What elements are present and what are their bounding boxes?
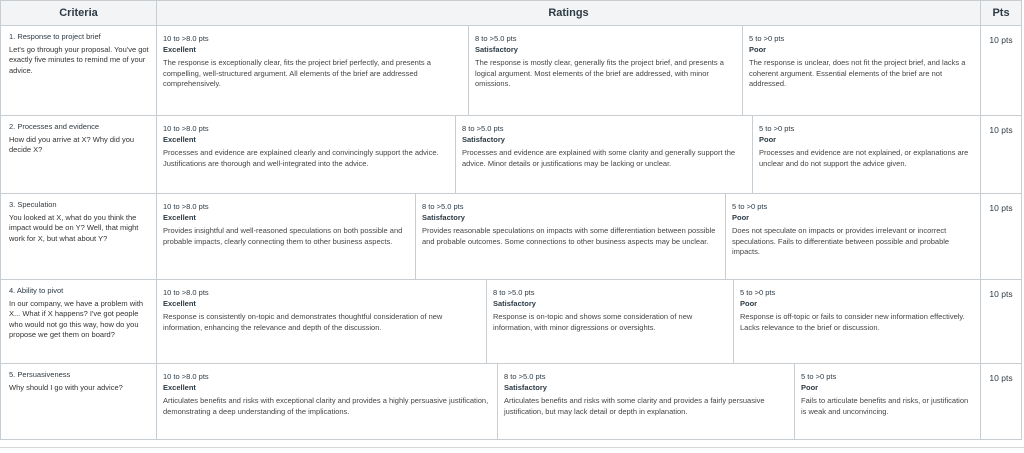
rating-points: 8 to >5.0 pts xyxy=(493,288,535,297)
criterion-description: Let's go through your proposal. You've got exactly five minutes to remind me of your advice. xyxy=(9,44,149,75)
points-cell: 10 pts xyxy=(980,26,1022,116)
criterion-row xyxy=(0,194,1022,280)
rating-points: 5 to >0 pts xyxy=(749,34,785,43)
rating-poor[interactable] xyxy=(794,364,981,440)
rating-description: Provides insightful and well-reasoned speculations on both possible and probable impacts, clearly connecting them to other business aspects. xyxy=(163,226,403,246)
rating-points: 10 to >8.0 pts xyxy=(163,124,209,133)
rating-description: Articulates benefits and risks with exceptional clarity and provides a highly persuasive justification, demonstrating a deep understanding of the implications. xyxy=(163,396,489,416)
criterion-cell xyxy=(0,364,157,440)
rating-points: 5 to >0 pts xyxy=(801,372,837,381)
criterion-description: You looked at X, what do you think the impact would be on Y? Well, that might work for X, but what about Y? xyxy=(9,212,139,243)
rating-level: Poor xyxy=(801,382,819,392)
header-ratings: Ratings xyxy=(156,0,981,26)
rating-points: 5 to >0 pts xyxy=(740,288,776,297)
rating-points: 5 to >0 pts xyxy=(759,124,795,133)
rating-level: Satisfactory xyxy=(493,298,536,308)
criterion-row xyxy=(0,364,1022,440)
header-pts: Pts xyxy=(980,0,1022,26)
rating-poor[interactable] xyxy=(733,280,981,364)
header-criteria: Criteria xyxy=(0,0,157,26)
rating-excellent[interactable] xyxy=(156,364,498,440)
rating-points: 8 to >5.0 pts xyxy=(462,124,504,133)
points-cell: 10 pts xyxy=(980,194,1022,280)
divider xyxy=(0,447,1024,448)
rating-level: Poor xyxy=(749,44,767,54)
rating-description: The response is mostly clear, generally fits the project brief, and presents a logical argument. Most elements of the brief are addressed, with minor omissions. xyxy=(475,58,724,88)
criterion-cell xyxy=(0,116,157,194)
rating-level: Poor xyxy=(740,298,758,308)
rating-points: 8 to >5.0 pts xyxy=(422,202,464,211)
rating-level: Excellent xyxy=(163,44,196,54)
criterion-description: Why should I go with your advice? xyxy=(9,382,123,392)
criterion-cell xyxy=(0,26,157,116)
rating-poor[interactable] xyxy=(742,26,981,116)
rating-level: Satisfactory xyxy=(475,44,518,54)
rating-description: Response is off-topic or fails to consider new information effectively. Lacks relevance to the brief or discussion. xyxy=(740,312,965,332)
criterion-title: 5. Persuasiveness xyxy=(9,370,71,379)
rating-description: Processes and evidence are explained clearly and convincingly support the advice. Justifications are thorough and well-integrated into the advice. xyxy=(163,148,439,168)
rating-level: Excellent xyxy=(163,134,196,144)
rating-description: The response is exceptionally clear, fits the project brief perfectly, and presents a compelling, well-structured argument. All elements of the brief are addressed comprehensively. xyxy=(163,58,431,88)
rating-satisfactory[interactable] xyxy=(468,26,743,116)
criterion-title: 3. Speculation xyxy=(9,200,57,209)
criterion-description: How did you arrive at X? Why did you decide X? xyxy=(9,134,135,154)
rating-level: Poor xyxy=(732,212,750,222)
points-cell: 10 pts xyxy=(980,116,1022,194)
rating-points: 10 to >8.0 pts xyxy=(163,202,209,211)
rating-excellent[interactable] xyxy=(156,280,487,364)
criterion-title: 2. Processes and evidence xyxy=(9,122,100,131)
rating-points: 10 to >8.0 pts xyxy=(163,288,209,297)
rating-points: 10 to >8.0 pts xyxy=(163,34,209,43)
rating-description: Processes and evidence are explained with some clarity and generally support the advice. Minor details or justifications may be lacking or unclear. xyxy=(462,148,736,168)
rating-points: 8 to >5.0 pts xyxy=(504,372,546,381)
rating-level: Excellent xyxy=(163,382,196,392)
criterion-cell xyxy=(0,194,157,280)
rating-satisfactory[interactable] xyxy=(497,364,795,440)
criterion-row xyxy=(0,116,1022,194)
rating-level: Satisfactory xyxy=(422,212,465,222)
rating-satisfactory[interactable] xyxy=(415,194,726,280)
rating-description: Articulates benefits and risks with some clarity and provides a fairly persuasive justification, but may lack detail or depth in explanation. xyxy=(504,396,765,416)
criterion-cell xyxy=(0,280,157,364)
rating-poor[interactable] xyxy=(725,194,981,280)
rating-satisfactory[interactable] xyxy=(455,116,753,194)
points-cell: 10 pts xyxy=(980,364,1022,440)
criterion-row xyxy=(0,280,1022,364)
criterion-row xyxy=(0,26,1022,116)
rating-level: Satisfactory xyxy=(504,382,547,392)
rating-points: 5 to >0 pts xyxy=(732,202,768,211)
rating-description: Does not speculate on impacts or provides irrelevant or incorrect speculations. Fails to differentiate between possible and probable impacts. xyxy=(732,226,950,256)
rating-excellent[interactable] xyxy=(156,194,416,280)
rating-description: Response is on-topic and shows some consideration of new information, with minor digressions or oversights. xyxy=(493,312,693,332)
rating-level: Excellent xyxy=(163,212,196,222)
rating-description: The response is unclear, does not fit the project brief, and lacks a coherent argument. Essential elements of the brief are not addressed. xyxy=(749,58,966,88)
criterion-title: 4. Ability to pivot xyxy=(9,286,64,295)
criterion-title: 1. Response to project brief xyxy=(9,32,101,41)
rating-level: Poor xyxy=(759,134,777,144)
criterion-description: In our company, we have a problem with X... What if X happens? I've got people who would not go this way, how do you propose we get them on board? xyxy=(9,298,144,339)
rating-description: Processes and evidence are not explained, or explanations are unclear and do not support the advice given. xyxy=(759,148,969,168)
rating-description: Fails to articulate benefits and risks, or justification is weak and unconvincing. xyxy=(801,396,969,416)
points-cell: 10 pts xyxy=(980,280,1022,364)
rating-level: Satisfactory xyxy=(462,134,505,144)
rating-excellent[interactable] xyxy=(156,116,456,194)
rating-description: Response is consistently on-topic and demonstrates thoughtful consideration of new information, enhancing the relevance and depth of the discussion. xyxy=(163,312,443,332)
rating-points: 10 to >8.0 pts xyxy=(163,372,209,381)
rating-level: Excellent xyxy=(163,298,196,308)
rating-excellent[interactable] xyxy=(156,26,469,116)
rating-poor[interactable] xyxy=(752,116,981,194)
rating-description: Provides reasonable speculations on impacts with some differentiation between possible and probable outcomes. Some connections to other business aspects may be unclear. xyxy=(422,226,716,246)
rating-points: 8 to >5.0 pts xyxy=(475,34,517,43)
rating-satisfactory[interactable] xyxy=(486,280,734,364)
